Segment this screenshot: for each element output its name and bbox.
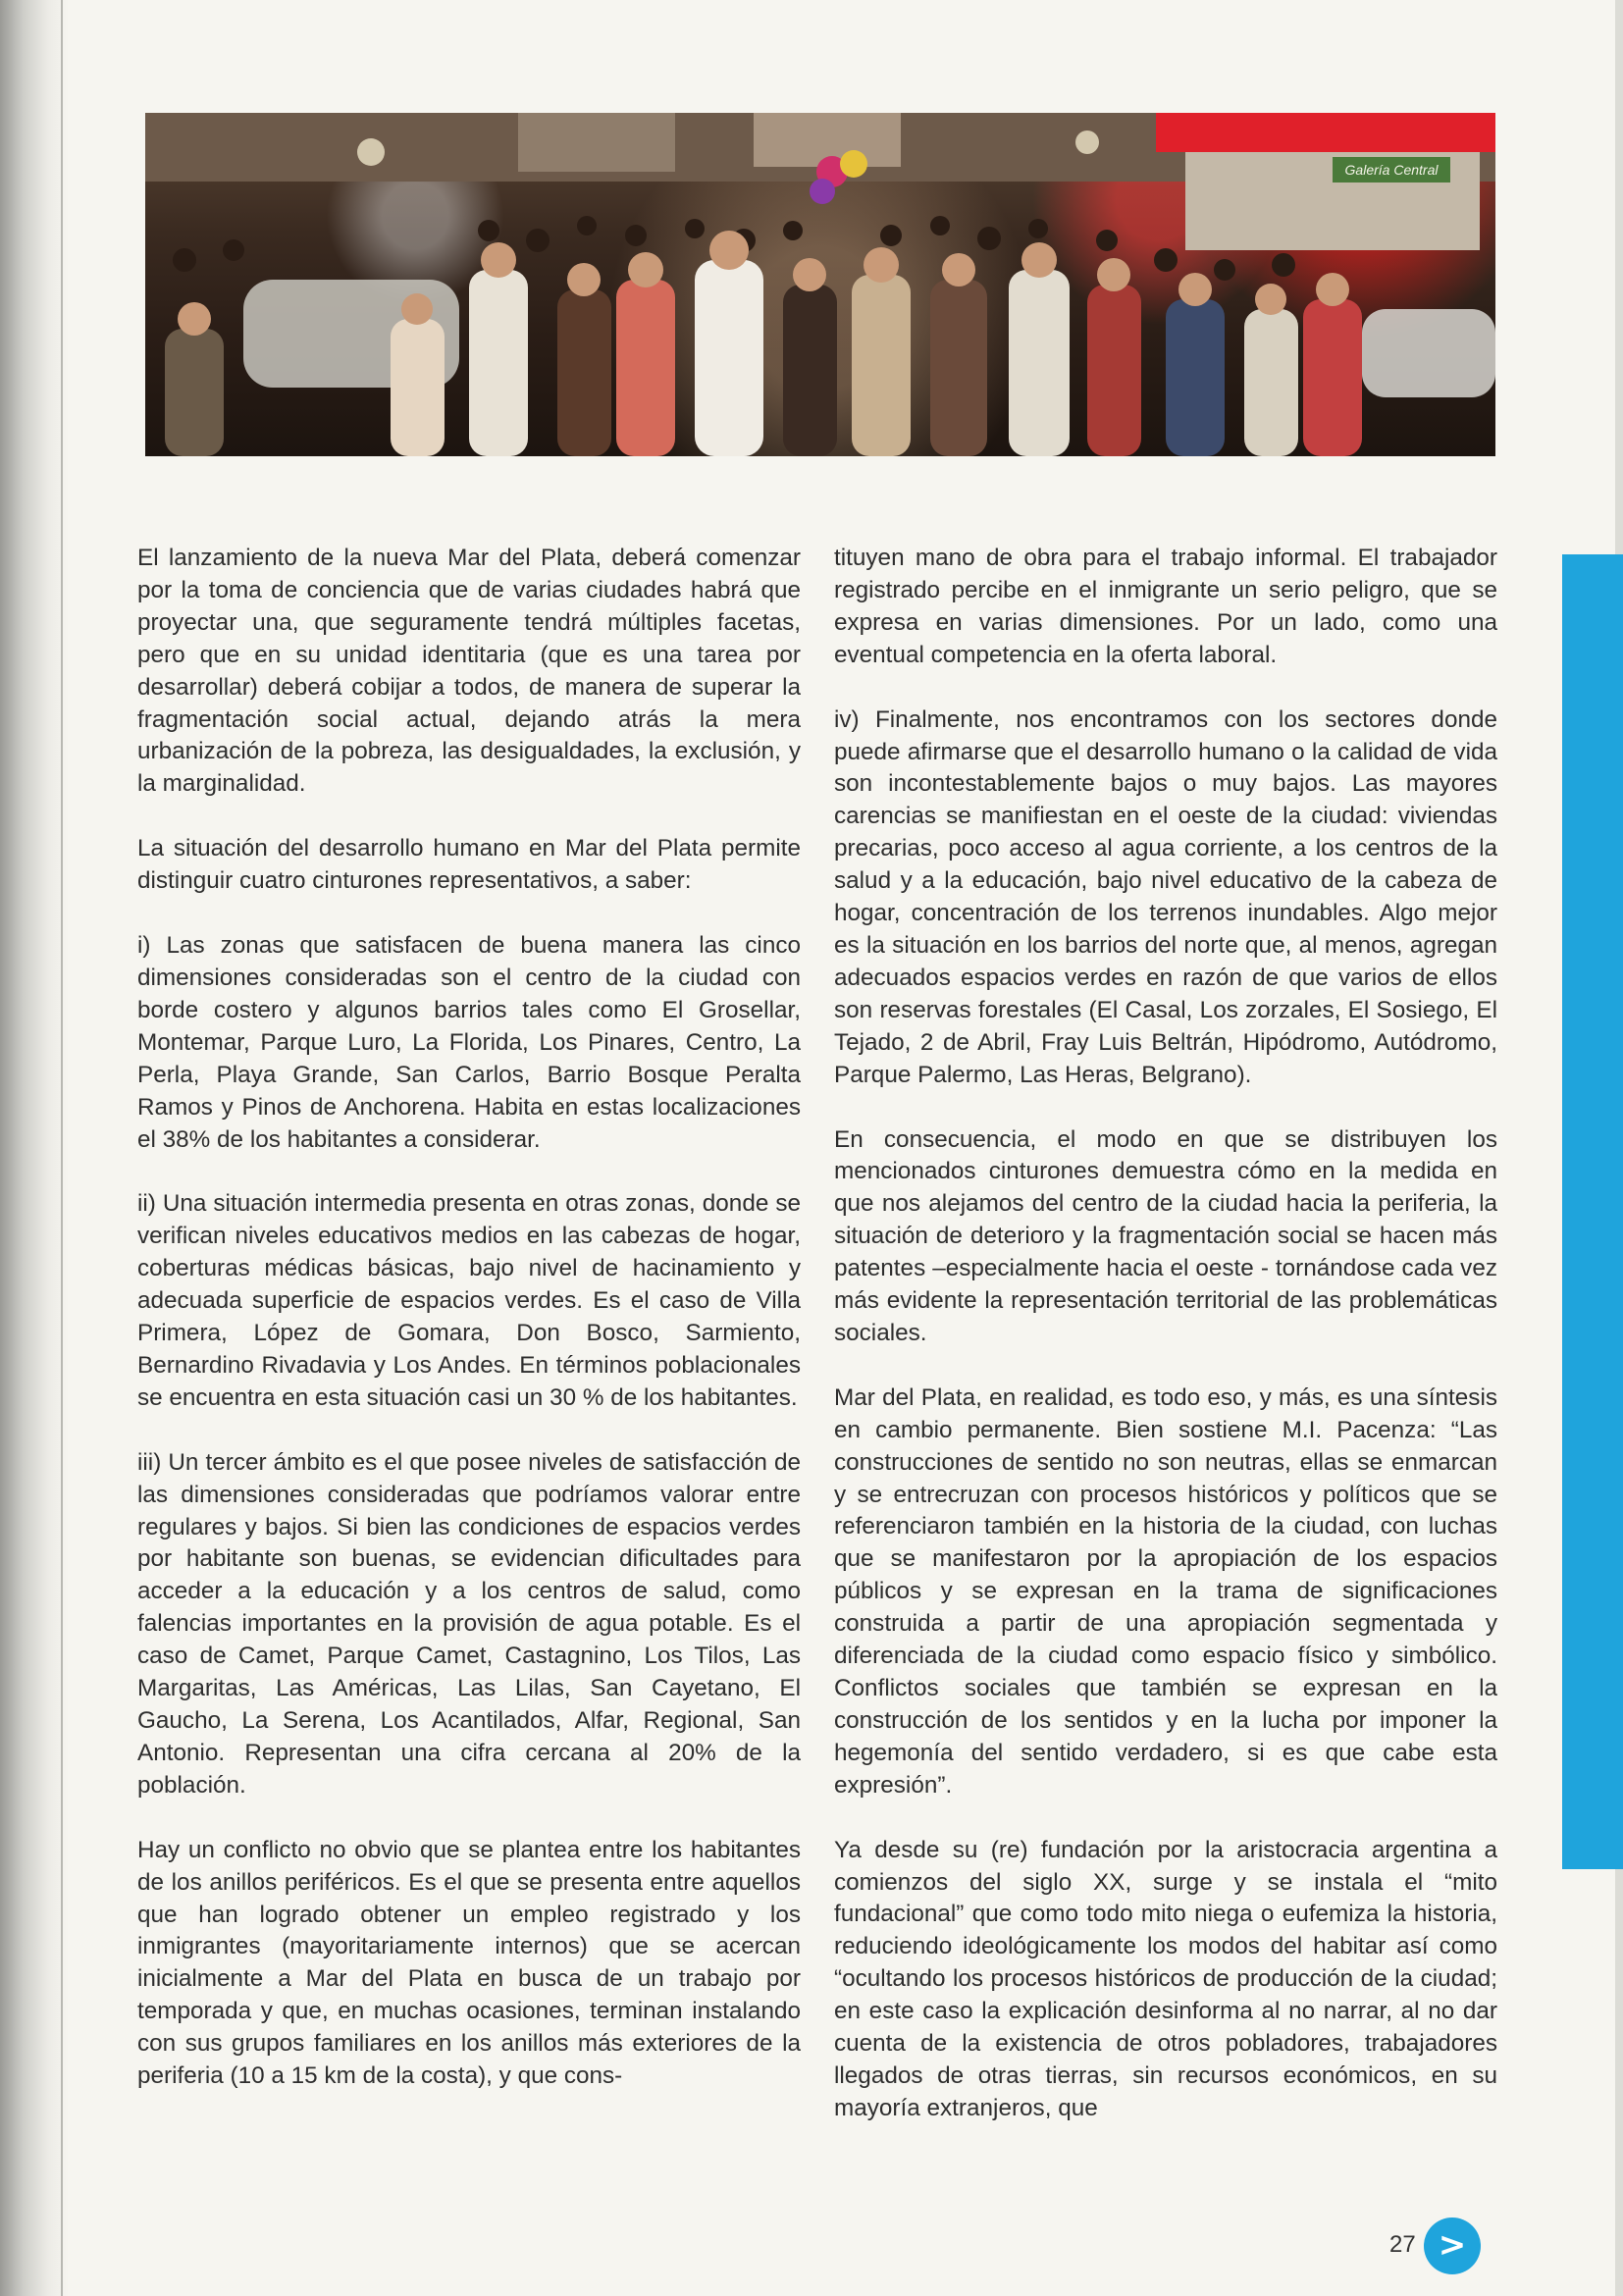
blue-side-tab [1562, 554, 1623, 1869]
page-gutter-line [61, 0, 63, 2296]
next-page-button[interactable] [1424, 2218, 1481, 2274]
page-number: 27 [1389, 2231, 1416, 2258]
street-light [1075, 130, 1099, 154]
paragraph-conflicto: Hay un conflicto no obvio que se plantea entre los habitantes de los anillos periféricos. Es el que se presenta entre aquellos que han logrado obtener un empleo registrado y los inmigrantes (mayoritariamente internos) que se acercan inicialmente a Mar del Plata en busca de un trabajo por temporada y que, en muchas ocasiones, terminan instalando con sus grupos familiares en los anillos más exteriores de la periferia (10 a 15 km de la costa), y que cons- [137, 1836, 801, 2090]
paragraph-cinturones: La situación del desarrollo humano en Mar del Plata permite distinguir cuatro cinturones representativos, a saber: [137, 835, 801, 895]
red-store-sign [1156, 113, 1495, 152]
paragraph-zone-i: i) Las zonas que satisfacen de buena manera las cinco dimensiones consideradas son el centro de la ciudad con borde costero y algunos barrios tales como El Grosellar, Montemar, Parque Luro, La Florida, Los Pinares, Centro, La Perla, Playa Grande, San Carlos, Barrio Bosque Peralta Ramos y Pinos de Anchorena. Habita en estas localizaciones el 38% de los habitantes a considerar. [137, 932, 801, 1153]
paragraph-intro: El lanzamiento de la nueva Mar del Plata, deberá comenzar por la toma de conciencia que de varias ciudades habrá que proyectar una, que seguramente tendrá múltiples facetas, pero que en su unidad identitaria (que es una tarea por desarrollar) deberá cobijar a todos, de manera de superar la fragmentación social actual, dejando atrás la mera urbanización de la pobreza, las desigualdades, la exclusión, y la marginalidad. [137, 545, 801, 798]
shop-sign-text: Galería Central [1344, 162, 1439, 178]
paragraph-consecuencia: En consecuencia, el modo en que se distribuyen los mencionados cinturones demuestra cómo en la medida en que nos alejamos del centro de la ciudad hacia la periferia, la situación de deterioro y la fragmentación social se hacen más patentes –especialmente hacia el oeste - tornándose cada vez más evidente la representación territorial de las problemáticas sociales. [834, 1125, 1497, 1346]
paragraph-zone-iv: iv) Finalmente, nos encontramos con los sectores donde puede afirmarse que el desarrollo humano o la calidad de vida son incontestablemente bajos o muy bajos. Las mayores carencias se manifiestan en el oeste de la ciudad: viviendas precarias, poco acceso al agua corriente, a los centros de la salud y a la educación, bajo nivel educativo de la cabeza de hogar, concentración de los terrenos inundables. Algo mejor es la situación en los barrios del norte que, al menos, agregan adecuados espacios verdes en razón de que varios de ellos son reservas forestales (El Casal, Los zorzales, El Sosiego, El Tejado, 2 de Abril, Fray Luis Beltrán, Hipódromo, Autódromo, Parque Palermo, Las Heras, Belgrano). [834, 705, 1497, 1088]
paragraph-pacenza-quote: Mar del Plata, en realidad, es todo eso, y más, es una síntesis en cambio permanente. Bien sostiene M.I. Pacenza: “Las construcciones de sentido no son neutras, ellas se enmarcan y se entrecruzan con procesos históricos y políticos que se referenciaron también en la historia de la ciudad, con luchas que se manifestaron por la apropiación de los espacios públicos y se expresan en la trama de significaciones construida a partir de una apropiación segmentada y diferenciada de la ciudad como espacio físico y simbólico. Conflictos sociales que también se expresan en la construcción de los sentidos y en la lucha por imponer la hegemonía del sentido verdadero, si es que cabe esta expresión”. [834, 1383, 1497, 1799]
shop-window [518, 113, 675, 172]
street-light [357, 138, 385, 166]
left-text-column [137, 543, 801, 2125]
balloon [810, 179, 835, 204]
white-car [1362, 309, 1495, 397]
page-gutter-shadow [0, 0, 69, 2296]
paragraph-zone-iii: iii) Un tercer ámbito es el que posee niveles de satisfacción de las dimensiones consideradas que podríamos valorar entre regulares y bajos. Si bien las condiciones de espacios verdes por habitante son buenas, se evidencian dificultades para acceder a la educación y a los centros de salud, como falencias importantes en la provisión de agua potable. Es el caso de Camet, Parque Camet, Castagnino, Los Tilos, Las Margaritas, Las Américas, Las Lilas, San Cayetano, El Gaucho, La Serena, Los Acantilados, Alfar, Regional, San Antonio. Representan una cifra cercana al 20% de la población. [137, 1448, 801, 1799]
right-text-column [834, 543, 1497, 2158]
balloon [840, 150, 867, 178]
chevron-right-icon: > [1438, 2225, 1467, 2265]
paragraph-zone-ii: ii) Una situación intermedia presenta en otras zonas, donde se verifican niveles educativos medios en las cabezas de hogar, coberturas médicas básicas, bajo nivel de hacinamiento y adecuada superficie de espacios verdes. Es el caso de Villa Primera, López de Gomara, Don Bosco, Sarmiento, Bernardino Rivadavia y Los Andes. En términos poblacionales se encuentra en esta situación casi un 30 % de los habitantes. [137, 1190, 801, 1411]
crowd-photo-illustration [145, 113, 1495, 456]
crowd-street-photo [145, 113, 1495, 456]
paragraph-mito-fundacional: Ya desde su (re) fundación por la aristocracia argentina a comienzos del siglo XX, surge y se instala el “mito fundacional” que como todo mito niega o eufemiza la historia, reduciendo ideológicamente los modos del habitar así como “ocultando los procesos históricos de producción de la ciudad; en este caso la explicación desinforma al no narrar, al no dar cuenta de la existencia de otros pobladores, trabajadores llegados de otras tierras, sin recursos económicos, en su mayoría extranjeros, que [834, 1836, 1497, 2121]
paragraph-continuation: tituyen mano de obra para el trabajo informal. El trabajador registrado percibe en el inmigrante un serio peligro, que se expresa en varias dimensiones. Por un lado, como una eventual competencia en la oferta laboral. [834, 545, 1497, 668]
